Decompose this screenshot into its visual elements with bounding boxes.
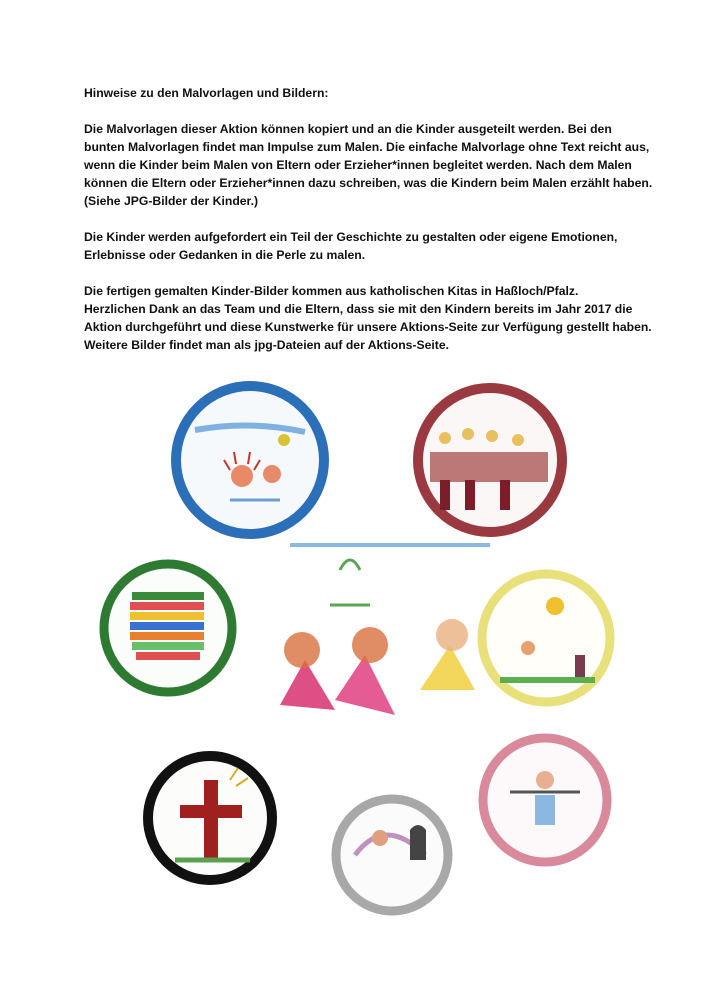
children-drawings-collage (80, 360, 640, 960)
p3-line: Herzlichen Dank an das Team und die Eltern, dass sie mit den Kindern bereits im Jahr 2017 die (84, 302, 633, 316)
p1-line: Die Malvorlagen dieser Aktion können kopiert und an die Kinder ausgeteilt werden. Bei den (84, 122, 612, 136)
pearl-grey-drawing (336, 799, 448, 911)
pearl-green-drawing (104, 564, 232, 692)
p3-line: Aktion durchgeführt und diese Kunstwerke für unsere Aktions-Seite zur Verfügung gestellt haben. (84, 320, 652, 334)
paragraph-3 (84, 282, 652, 354)
notes-text (84, 84, 653, 372)
drawings-svg (80, 360, 640, 960)
central-drawing (280, 545, 490, 715)
p2-line: Die Kinder werden aufgefordert ein Teil der Geschichte zu gestalten oder eigene Emotionen, (84, 230, 618, 244)
heading (84, 84, 644, 102)
p1-line: bunten Malvorlagen findet man Impulse zum Malen. Die einfache Malvorlage ohne Text reicht aus, (84, 140, 650, 154)
paragraph-2 (84, 228, 644, 264)
heading-line: Hinweise zu den Malvorlagen und Bildern: (84, 86, 329, 100)
p1-line: wenn die Kinder beim Malen von Eltern oder Erzieher*innen begleitet werden. Nach dem Malen (84, 158, 632, 172)
pearl-pink-drawing (483, 738, 607, 862)
pearl-red-drawing (418, 388, 562, 532)
pearl-black-drawing (148, 756, 272, 880)
p2-line: Erlebnisse oder Gedanken in die Perle zu malen. (84, 248, 366, 262)
p3-line: Die fertigen gemalten Kinder-Bilder kommen aus katholischen Kitas in Haßloch/Pfalz. (84, 284, 579, 298)
paragraph-1 (84, 120, 653, 210)
p1-line: (Siehe JPG-Bilder der Kinder.) (84, 194, 259, 208)
pearl-yellow-drawing (482, 574, 610, 702)
p1-line: können die Eltern oder Erzieher*innen dazu schreiben, was die Kindern beim Malen erzählt haben. (84, 176, 653, 190)
pearl-blue-drawing (176, 386, 324, 534)
p3-line: Weitere Bilder findet man als jpg-Dateien auf der Aktions-Seite. (84, 338, 450, 352)
